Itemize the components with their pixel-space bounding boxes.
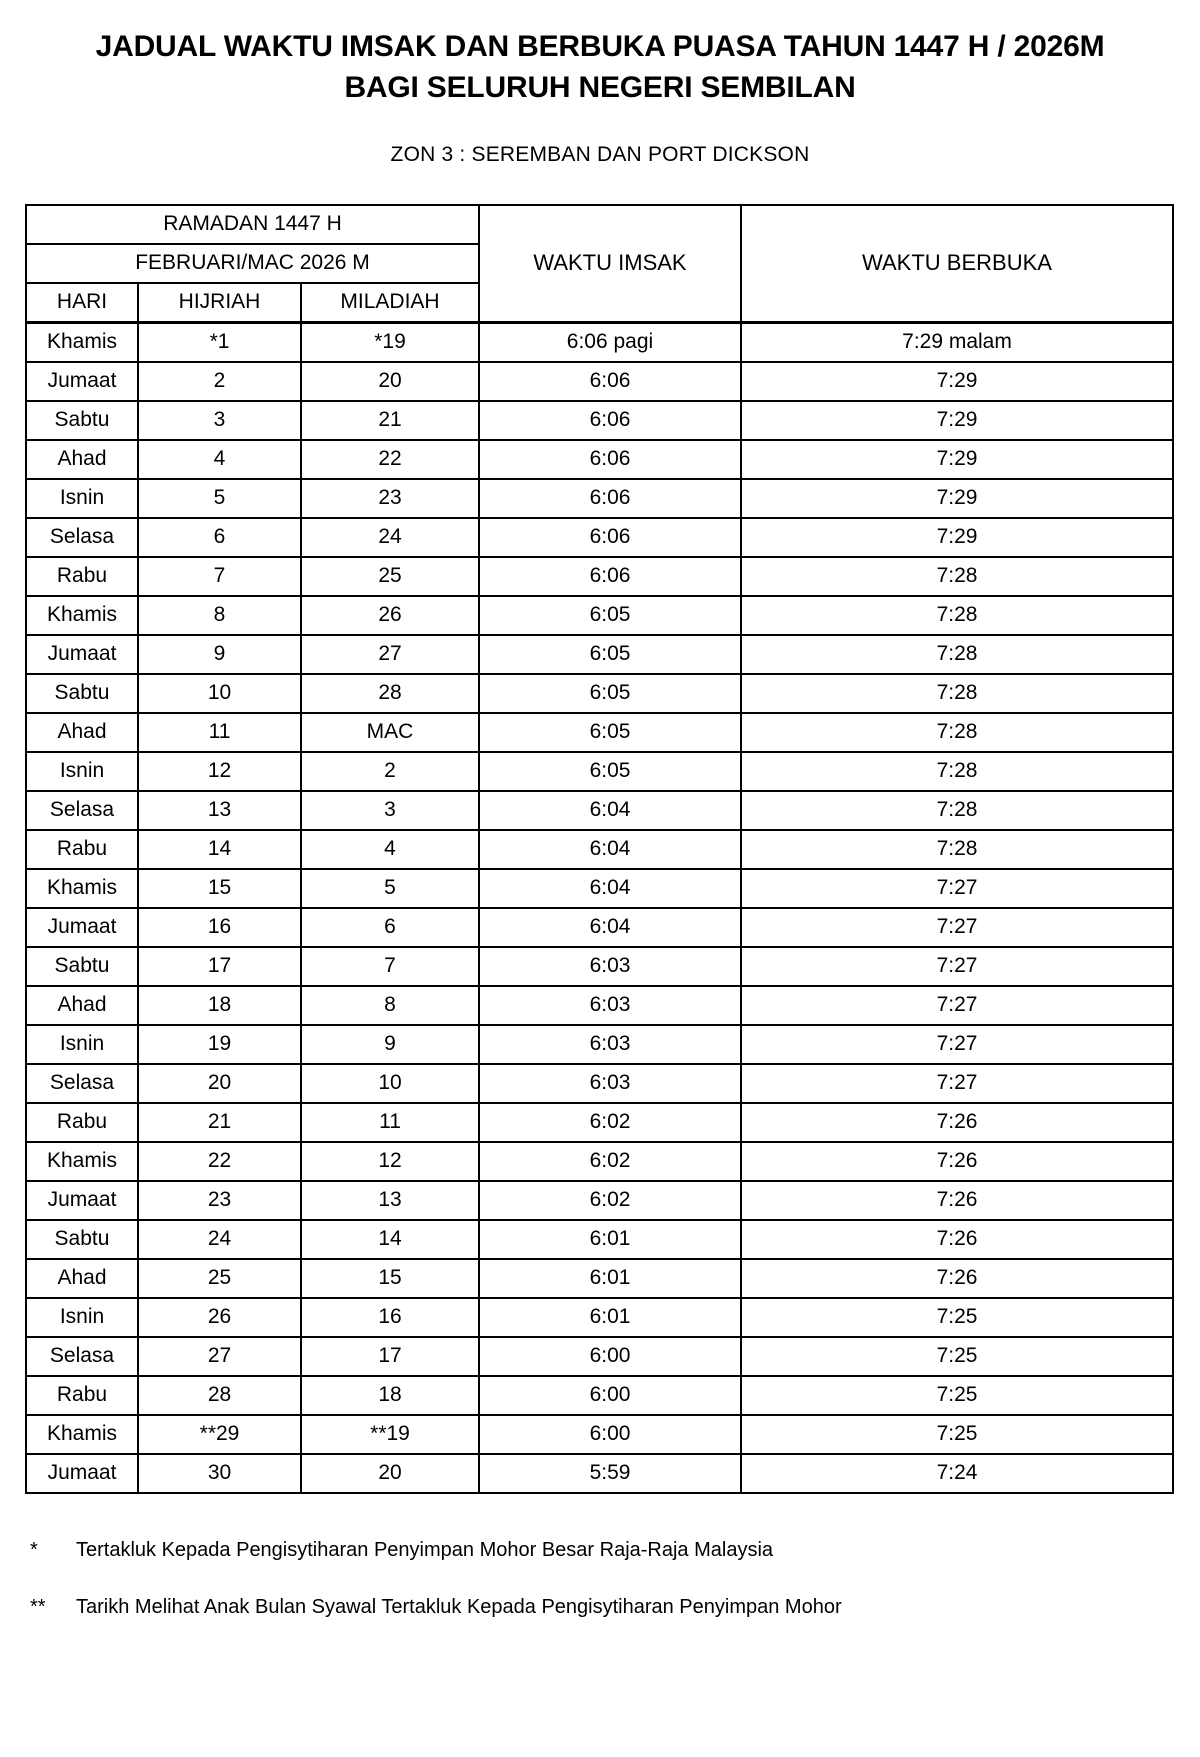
table-row: [26, 752, 1173, 791]
table-row: [26, 1025, 1173, 1064]
cell-waktu-imsak: 5:59: [479, 1454, 741, 1493]
footnote-text: Tertakluk Kepada Pengisytiharan Penyimpan Mohor Besar Raja-Raja Malaysia: [76, 1538, 774, 1561]
cell-miladiah: *19: [301, 322, 479, 362]
cell-hijriah: **29: [138, 1415, 301, 1454]
cell-hari: Jumaat: [26, 1181, 138, 1220]
table-row: [26, 635, 1173, 674]
cell-waktu-imsak: 6:06: [479, 362, 741, 401]
cell-waktu-imsak: 6:06: [479, 401, 741, 440]
cell-waktu-berbuka: 7:27: [741, 1064, 1173, 1103]
table-row: [26, 1220, 1173, 1259]
table-row: [26, 908, 1173, 947]
cell-waktu-berbuka: 7:28: [741, 557, 1173, 596]
cell-miladiah: 16: [301, 1298, 479, 1337]
cell-waktu-imsak: 6:06: [479, 518, 741, 557]
footnote-text: Tarikh Melihat Anak Bulan Syawal Tertakluk Kepada Pengisytiharan Penyimpan Mohor: [76, 1595, 842, 1618]
table-row: [26, 791, 1173, 830]
cell-miladiah: 9: [301, 1025, 479, 1064]
header-ramadan-year: RAMADAN 1447 H: [26, 205, 479, 244]
cell-waktu-imsak: 6:03: [479, 947, 741, 986]
cell-waktu-imsak: 6:05: [479, 596, 741, 635]
table-row: [26, 1415, 1173, 1454]
cell-hari: Selasa: [26, 791, 138, 830]
cell-hari: Ahad: [26, 440, 138, 479]
page-title-line-2: BAGI SELURUH NEGERI SEMBILAN: [344, 71, 856, 105]
cell-waktu-berbuka: 7:29: [741, 479, 1173, 518]
header-waktu-berbuka: WAKTU BERBUKA: [741, 205, 1173, 323]
cell-hijriah: 14: [138, 830, 301, 869]
cell-hari: Sabtu: [26, 674, 138, 713]
cell-hijriah: 10: [138, 674, 301, 713]
cell-hijriah: 3: [138, 401, 301, 440]
cell-hijriah: 7: [138, 557, 301, 596]
cell-waktu-imsak: 6:05: [479, 752, 741, 791]
cell-waktu-imsak: 6:05: [479, 713, 741, 752]
table-row: [26, 1142, 1173, 1181]
cell-hari: Khamis: [26, 1142, 138, 1181]
cell-miladiah: 28: [301, 674, 479, 713]
cell-hari: Khamis: [26, 1415, 138, 1454]
cell-waktu-imsak: 6:00: [479, 1376, 741, 1415]
table-row: [26, 986, 1173, 1025]
cell-hari: Ahad: [26, 713, 138, 752]
schedule-table-container: [0, 204, 1200, 1494]
cell-hijriah: 4: [138, 440, 301, 479]
cell-hijriah: *1: [138, 322, 301, 362]
cell-miladiah: 11: [301, 1103, 479, 1142]
cell-hijriah: 16: [138, 908, 301, 947]
cell-waktu-berbuka: 7:25: [741, 1415, 1173, 1454]
cell-waktu-imsak: 6:01: [479, 1220, 741, 1259]
cell-miladiah: 6: [301, 908, 479, 947]
cell-hari: Ahad: [26, 986, 138, 1025]
table-row: [26, 713, 1173, 752]
cell-waktu-imsak: 6:01: [479, 1259, 741, 1298]
cell-miladiah: 15: [301, 1259, 479, 1298]
cell-waktu-imsak: 6:04: [479, 908, 741, 947]
cell-hijriah: 20: [138, 1064, 301, 1103]
cell-miladiah: 17: [301, 1337, 479, 1376]
cell-waktu-imsak: 6:00: [479, 1415, 741, 1454]
table-row: [26, 479, 1173, 518]
header-row-group-hijri: [26, 205, 1173, 244]
cell-waktu-imsak: 6:01: [479, 1298, 741, 1337]
cell-waktu-imsak: 6:06 pagi: [479, 322, 741, 362]
page-header: [0, 0, 1200, 167]
cell-waktu-berbuka: 7:26: [741, 1142, 1173, 1181]
table-row: [26, 947, 1173, 986]
cell-waktu-imsak: 6:03: [479, 986, 741, 1025]
cell-waktu-berbuka: 7:26: [741, 1220, 1173, 1259]
cell-waktu-berbuka: 7:26: [741, 1103, 1173, 1142]
cell-waktu-berbuka: 7:29: [741, 362, 1173, 401]
cell-waktu-berbuka: 7:25: [741, 1376, 1173, 1415]
cell-waktu-imsak: 6:04: [479, 791, 741, 830]
footnote-marker: **: [30, 1595, 46, 1618]
table-row: [26, 557, 1173, 596]
table-body: [26, 322, 1173, 1493]
table-row: [26, 1064, 1173, 1103]
cell-miladiah: 3: [301, 791, 479, 830]
cell-hari: Isnin: [26, 1298, 138, 1337]
cell-waktu-imsak: 6:02: [479, 1142, 741, 1181]
cell-miladiah: 14: [301, 1220, 479, 1259]
cell-hari: Khamis: [26, 869, 138, 908]
cell-hijriah: 24: [138, 1220, 301, 1259]
cell-hari: Jumaat: [26, 908, 138, 947]
cell-hari: Rabu: [26, 557, 138, 596]
table-row: [26, 322, 1173, 362]
table-row: [26, 1337, 1173, 1376]
cell-hari: Isnin: [26, 1025, 138, 1064]
cell-hari: Jumaat: [26, 362, 138, 401]
cell-hari: Isnin: [26, 752, 138, 791]
cell-miladiah: 21: [301, 401, 479, 440]
table-row: [26, 596, 1173, 635]
cell-hijriah: 12: [138, 752, 301, 791]
cell-hari: Selasa: [26, 518, 138, 557]
footnotes: [0, 1538, 1200, 1619]
cell-hijriah: 21: [138, 1103, 301, 1142]
cell-miladiah: 5: [301, 869, 479, 908]
header-miladiah: MILADIAH: [301, 283, 479, 323]
cell-miladiah: 12: [301, 1142, 479, 1181]
cell-waktu-imsak: 6:04: [479, 830, 741, 869]
cell-hari: Isnin: [26, 479, 138, 518]
cell-waktu-berbuka: 7:27: [741, 1025, 1173, 1064]
cell-hari: Selasa: [26, 1064, 138, 1103]
cell-miladiah: **19: [301, 1415, 479, 1454]
cell-waktu-imsak: 6:03: [479, 1025, 741, 1064]
cell-waktu-imsak: 6:00: [479, 1337, 741, 1376]
table-row: [26, 674, 1173, 713]
cell-hijriah: 2: [138, 362, 301, 401]
cell-miladiah: 25: [301, 557, 479, 596]
table-row: [26, 1454, 1173, 1493]
cell-hari: Rabu: [26, 1103, 138, 1142]
cell-hijriah: 9: [138, 635, 301, 674]
cell-waktu-berbuka: 7:29: [741, 440, 1173, 479]
cell-waktu-berbuka: 7:25: [741, 1337, 1173, 1376]
zone-subtitle: ZON 3 : SEREMBAN DAN PORT DICKSON: [390, 142, 810, 166]
table-row: [26, 830, 1173, 869]
cell-waktu-imsak: 6:06: [479, 479, 741, 518]
cell-hari: Sabtu: [26, 401, 138, 440]
cell-miladiah: MAC: [301, 713, 479, 752]
cell-hari: Rabu: [26, 1376, 138, 1415]
cell-miladiah: 20: [301, 362, 479, 401]
cell-hari: Khamis: [26, 322, 138, 362]
cell-waktu-berbuka: 7:29: [741, 401, 1173, 440]
cell-waktu-imsak: 6:03: [479, 1064, 741, 1103]
cell-waktu-berbuka: 7:24: [741, 1454, 1173, 1493]
cell-hari: Ahad: [26, 1259, 138, 1298]
cell-waktu-imsak: 6:04: [479, 869, 741, 908]
cell-hari: Jumaat: [26, 1454, 138, 1493]
cell-waktu-imsak: 6:05: [479, 674, 741, 713]
cell-hijriah: 19: [138, 1025, 301, 1064]
cell-hijriah: 5: [138, 479, 301, 518]
cell-waktu-berbuka: 7:28: [741, 752, 1173, 791]
cell-hari: Khamis: [26, 596, 138, 635]
header-waktu-imsak: WAKTU IMSAK: [479, 205, 741, 323]
cell-hijriah: 26: [138, 1298, 301, 1337]
cell-miladiah: 13: [301, 1181, 479, 1220]
cell-hijriah: 6: [138, 518, 301, 557]
header-hijriah: HIJRIAH: [138, 283, 301, 323]
cell-waktu-berbuka: 7:27: [741, 947, 1173, 986]
table-row: [26, 1103, 1173, 1142]
cell-hijriah: 18: [138, 986, 301, 1025]
cell-miladiah: 8: [301, 986, 479, 1025]
cell-hijriah: 15: [138, 869, 301, 908]
table-row: [26, 1181, 1173, 1220]
cell-waktu-imsak: 6:02: [479, 1103, 741, 1142]
cell-miladiah: 24: [301, 518, 479, 557]
cell-waktu-berbuka: 7:28: [741, 635, 1173, 674]
page-title-line-1: JADUAL WAKTU IMSAK DAN BERBUKA PUASA TAHUN 1447 H / 2026M: [95, 30, 1105, 63]
cell-waktu-berbuka: 7:26: [741, 1181, 1173, 1220]
footnote-marker: *: [30, 1538, 38, 1561]
cell-miladiah: 4: [301, 830, 479, 869]
cell-hijriah: 8: [138, 596, 301, 635]
cell-hari: Jumaat: [26, 635, 138, 674]
cell-miladiah: 7: [301, 947, 479, 986]
cell-hijriah: 22: [138, 1142, 301, 1181]
footnote: [30, 1538, 1200, 1562]
cell-miladiah: 2: [301, 752, 479, 791]
table-row: [26, 440, 1173, 479]
table-row: [26, 362, 1173, 401]
cell-hijriah: 11: [138, 713, 301, 752]
cell-waktu-imsak: 6:02: [479, 1181, 741, 1220]
cell-waktu-imsak: 6:05: [479, 635, 741, 674]
cell-waktu-berbuka: 7:28: [741, 791, 1173, 830]
cell-miladiah: 26: [301, 596, 479, 635]
table-row: [26, 1298, 1173, 1337]
cell-waktu-berbuka: 7:28: [741, 596, 1173, 635]
cell-miladiah: 23: [301, 479, 479, 518]
cell-hari: Sabtu: [26, 1220, 138, 1259]
cell-waktu-berbuka: 7:27: [741, 986, 1173, 1025]
cell-hijriah: 27: [138, 1337, 301, 1376]
table-row: [26, 401, 1173, 440]
footnote: [30, 1595, 1200, 1619]
cell-waktu-berbuka: 7:29: [741, 518, 1173, 557]
table-header: [26, 205, 1173, 323]
table-row: [26, 869, 1173, 908]
cell-waktu-berbuka: 7:26: [741, 1259, 1173, 1298]
cell-waktu-berbuka: 7:25: [741, 1298, 1173, 1337]
table-row: [26, 1259, 1173, 1298]
cell-waktu-berbuka: 7:28: [741, 713, 1173, 752]
cell-hijriah: 13: [138, 791, 301, 830]
cell-waktu-imsak: 6:06: [479, 440, 741, 479]
cell-hijriah: 30: [138, 1454, 301, 1493]
cell-waktu-berbuka: 7:27: [741, 908, 1173, 947]
cell-hari: Selasa: [26, 1337, 138, 1376]
cell-hijriah: 17: [138, 947, 301, 986]
cell-hijriah: 23: [138, 1181, 301, 1220]
cell-miladiah: 22: [301, 440, 479, 479]
cell-waktu-berbuka: 7:28: [741, 830, 1173, 869]
cell-miladiah: 10: [301, 1064, 479, 1103]
cell-waktu-berbuka: 7:29 malam: [741, 322, 1173, 362]
cell-hijriah: 28: [138, 1376, 301, 1415]
cell-hari: Sabtu: [26, 947, 138, 986]
cell-miladiah: 27: [301, 635, 479, 674]
header-month-year: FEBRUARI/MAC 2026 M: [26, 244, 479, 283]
table-row: [26, 1376, 1173, 1415]
table-row: [26, 518, 1173, 557]
cell-waktu-imsak: 6:06: [479, 557, 741, 596]
cell-miladiah: 20: [301, 1454, 479, 1493]
cell-waktu-berbuka: 7:28: [741, 674, 1173, 713]
cell-hijriah: 25: [138, 1259, 301, 1298]
cell-waktu-berbuka: 7:27: [741, 869, 1173, 908]
header-hari: HARI: [26, 283, 138, 323]
cell-hari: Rabu: [26, 830, 138, 869]
schedule-table: [25, 204, 1174, 1494]
cell-miladiah: 18: [301, 1376, 479, 1415]
